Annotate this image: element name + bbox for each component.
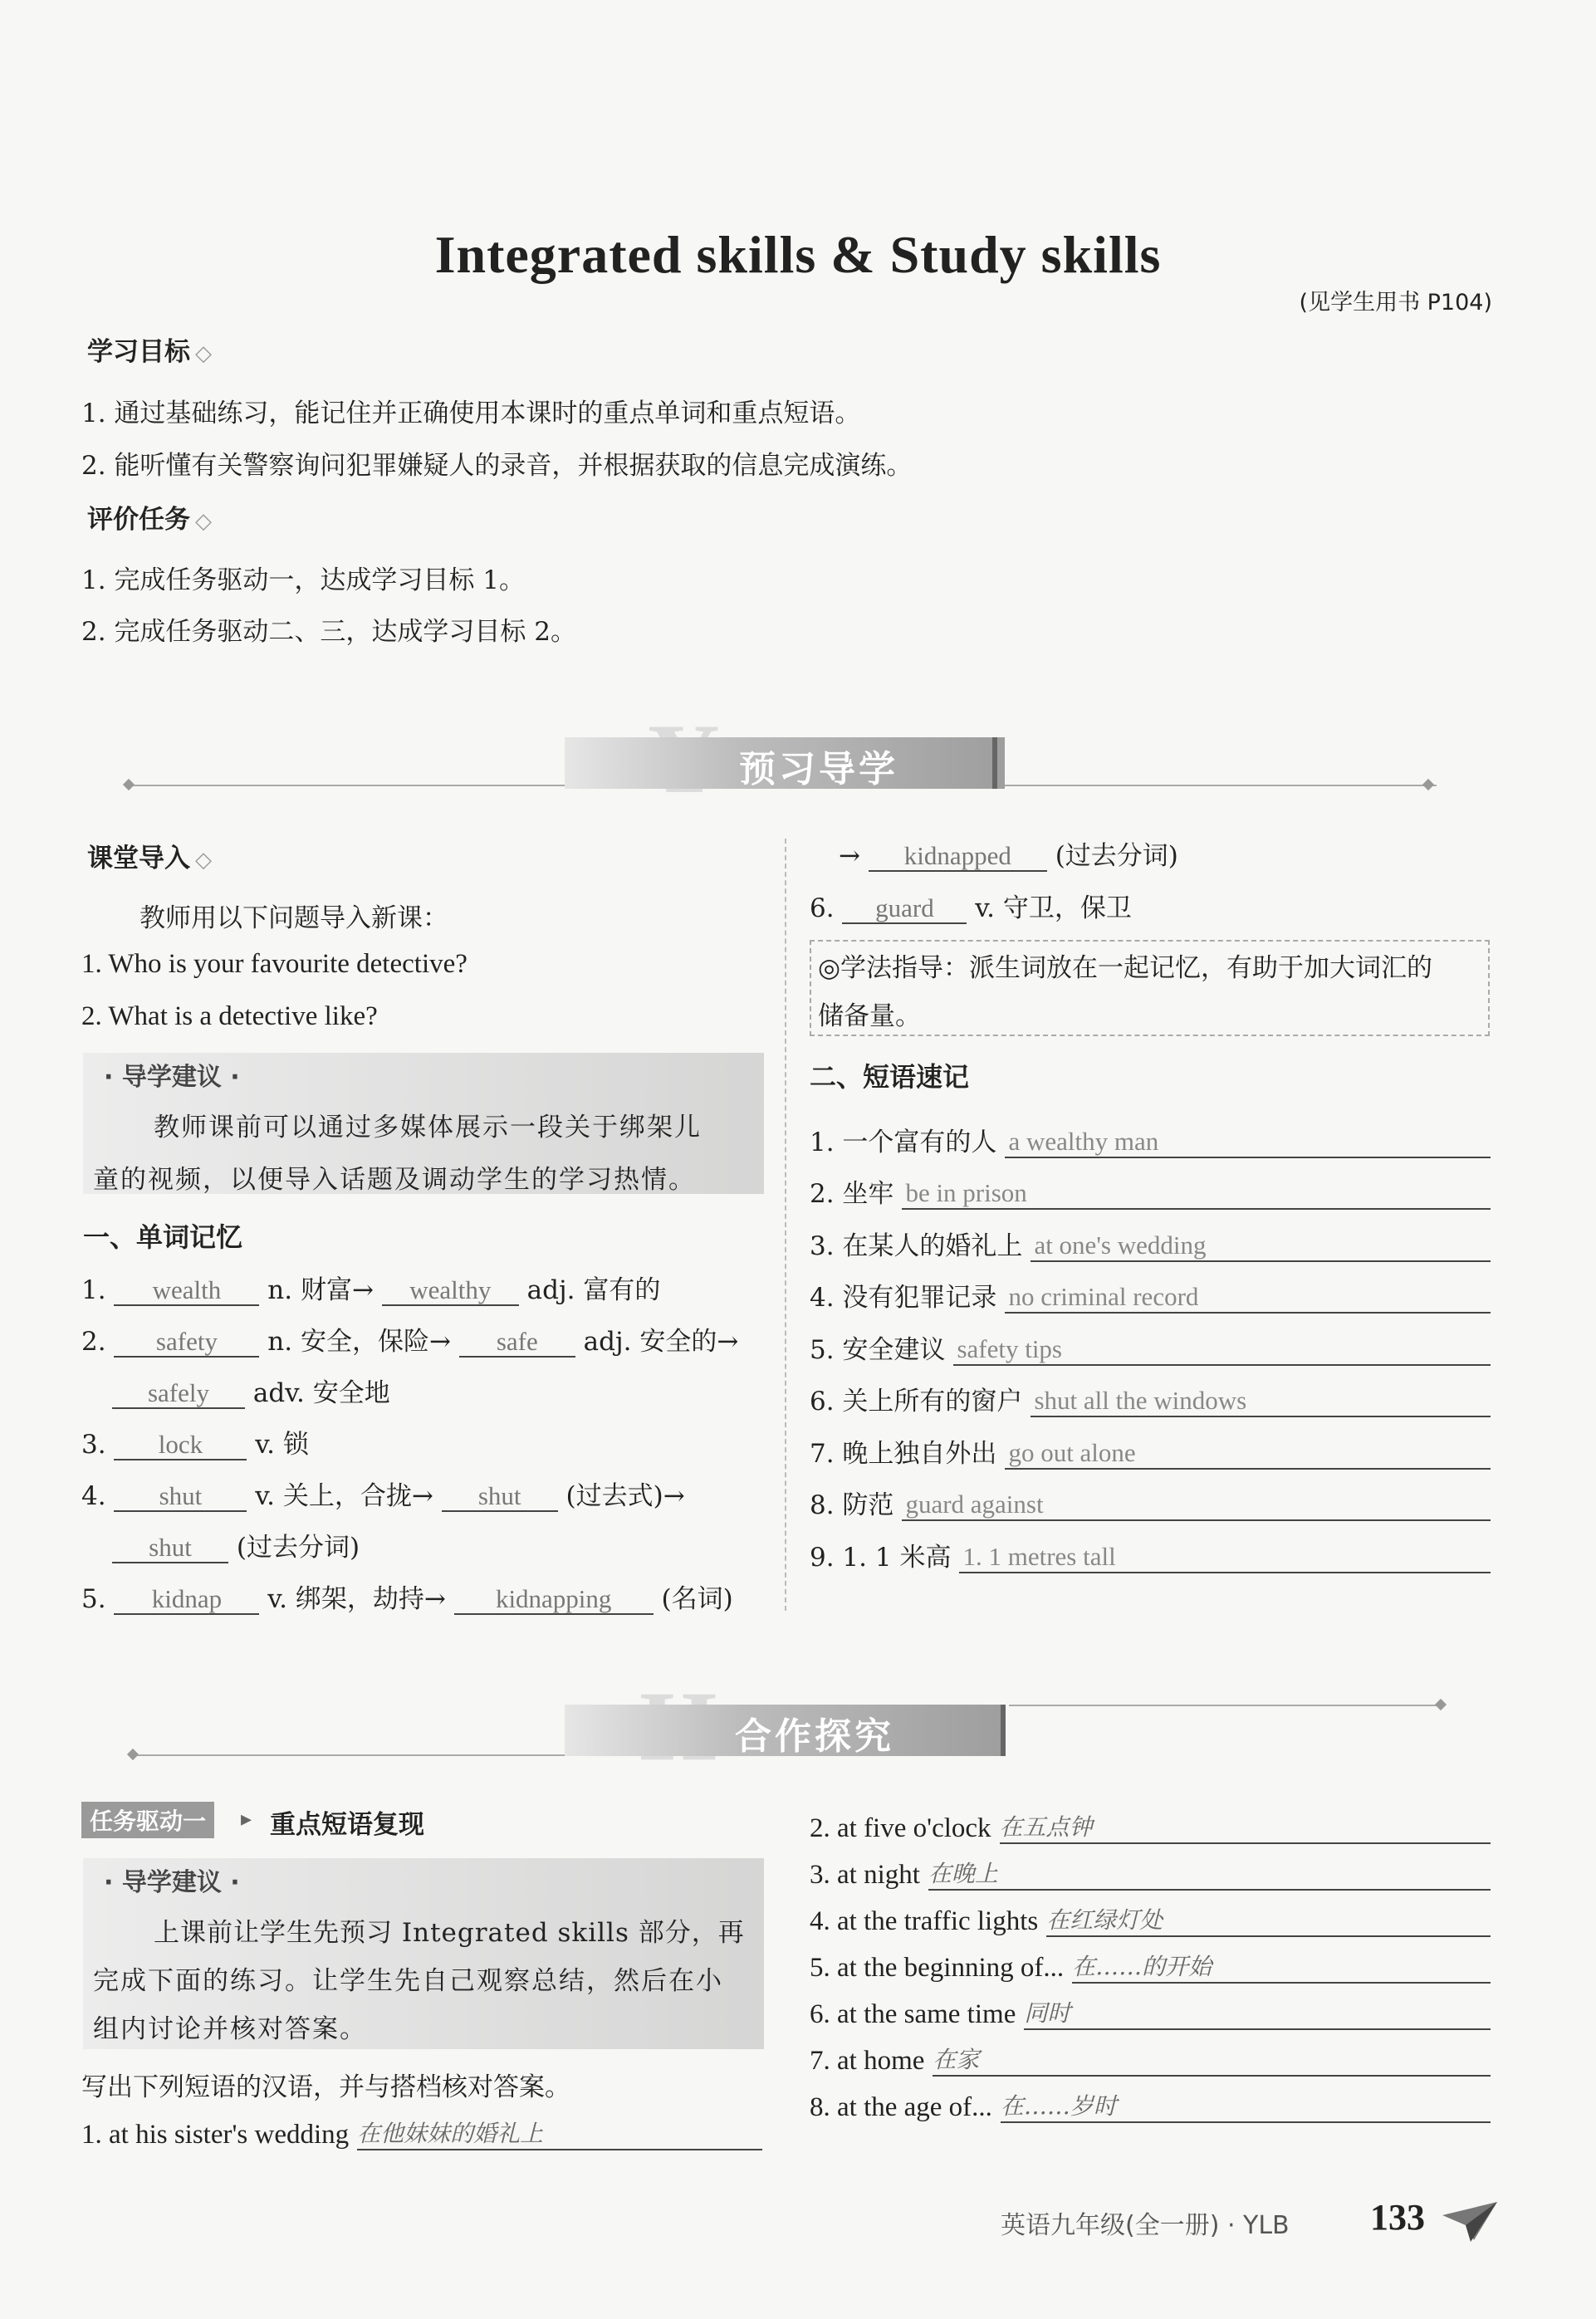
banner-rule-left	[129, 785, 561, 786]
study-tip-line-2: 储备量。	[818, 1001, 921, 1031]
banner-rule-right	[1009, 1705, 1441, 1706]
task-item: 7. at home 在家	[810, 2030, 1491, 2077]
vocab-answer: kidnapped	[869, 842, 1047, 872]
column-divider	[785, 839, 786, 1611]
vocab-answer: shut	[112, 1534, 228, 1563]
phrase-item: 7. 晚上独自外出 go out alone	[810, 1417, 1491, 1470]
vocab-answer: shut	[114, 1482, 247, 1512]
vocab-answer: wealthy	[382, 1276, 519, 1306]
banner-dot-right	[1422, 779, 1434, 790]
objectives-heading: 学习目标 ◇	[87, 337, 212, 367]
teaching-tip-label: · 导学建议 ·	[104, 1868, 240, 1897]
paper-plane-icon	[1441, 2199, 1499, 2244]
vocab-answer: kidnapping	[454, 1585, 654, 1615]
phrase-item: 1. 一个富有的人 a wealthy man	[810, 1106, 1491, 1158]
evaluation-heading: 评价任务 ◇	[87, 505, 212, 535]
banner-rule-left	[133, 1754, 565, 1756]
footer-book-title: 英语九年级(全一册) · YLB	[1001, 2211, 1290, 2240]
task-tag: 任务驱动一	[81, 1802, 214, 1838]
banner-bar	[1001, 1705, 1006, 1756]
vocab-row-2b: safely adv. 安全地	[112, 1372, 390, 1409]
vocab-answer: kidnap	[114, 1585, 259, 1615]
task-item: 5. at the beginning of... 在……的开始	[810, 1937, 1491, 1984]
banner-title-preview: 预习导学	[739, 748, 898, 790]
vocab-answer: shut	[442, 1482, 558, 1512]
evaluation-2: 2. 完成任务驱动二、三，达成学习目标 2。	[81, 617, 577, 647]
phrases-heading: 二、短语速记	[810, 1061, 970, 1093]
task-item: 4. at the traffic lights 在红绿灯处	[810, 1891, 1491, 1937]
intro-question-2: 2. What is a detective like?	[81, 1001, 378, 1031]
banner-dot-right	[1435, 1699, 1447, 1710]
banner-title-cooperation: 合作探究	[735, 1715, 894, 1758]
phrase-item: 6. 关上所有的窗户 shut all the windows	[810, 1366, 1491, 1418]
task-item: 3. at night 在晚上	[810, 1844, 1491, 1891]
phrase-item: 8. 防范 guard against	[810, 1470, 1491, 1522]
task-instruction: 写出下列短语的汉语，并与搭档核对答案。	[81, 2072, 570, 2102]
task-list-right	[810, 1798, 1491, 2123]
task-item: 1. at his sister's wedding 在他妹妹的婚礼上	[81, 2116, 762, 2150]
phrase-list	[810, 1106, 1491, 1573]
phrase-item: 2. 坐牢 be in prison	[810, 1158, 1491, 1211]
vocab-row-4b: shut (过去分词)	[112, 1526, 360, 1563]
vocab-row-6: 6. guard v. 守卫，保卫	[810, 893, 1132, 923]
diamond-icon: ◇	[195, 509, 212, 534]
task-item: 2. at five o'clock 在五点钟	[810, 1798, 1491, 1844]
vocab-answer: guard	[842, 894, 967, 924]
teaching-tip-line-1: 教师课前可以通过多媒体展示一段关于绑架儿	[154, 1113, 702, 1142]
phrase-item: 4. 没有犯罪记录 no criminal record	[810, 1262, 1491, 1314]
page-number: 133	[1370, 2197, 1425, 2238]
objective-2: 2. 能听懂有关警察询问犯罪嫌疑人的录音，并根据获取的信息完成演练。	[81, 451, 913, 481]
vocab-heading: 一、单词记忆	[83, 1221, 243, 1253]
vocab-row-5: 5. kidnap v. 绑架，劫持→ kidnapping (名词)	[81, 1584, 733, 1614]
vocab-answer: safety	[114, 1328, 259, 1358]
objective-1: 1. 通过基础练习，能记住并正确使用本课时的重点单词和重点短语。	[81, 399, 861, 428]
student-book-reference: (见学生用书 P104)	[1299, 290, 1492, 316]
intro-question-1: 1. Who is your favourite detective?	[81, 949, 468, 979]
vocab-answer: wealth	[114, 1276, 259, 1306]
phrase-item: 3. 在某人的婚礼上 at one's wedding	[810, 1210, 1491, 1262]
vocab-answer: safe	[459, 1328, 575, 1358]
vocab-row-1: 1. wealth n. 财富→ wealthy adj. 富有的	[81, 1275, 661, 1305]
diamond-icon: ◇	[195, 341, 212, 366]
chevron-right-icon: ▸	[241, 1807, 252, 1832]
vocab-answer: safely	[112, 1379, 245, 1409]
vocab-row-4: 4. shut v. 关上，合拢→ shut (过去式)→	[81, 1481, 685, 1511]
teaching-tip-label: · 导学建议 ·	[104, 1063, 240, 1092]
task-item: 6. at the same time 同时	[810, 1984, 1491, 2030]
teaching-tip-line-2: 完成下面的练习。让学生先自己观察总结，然后在小	[93, 1966, 723, 1996]
phrase-item: 5. 安全建议 safety tips	[810, 1314, 1491, 1366]
phrase-item: 9. 1. 1 米高 1. 1 metres tall	[810, 1521, 1491, 1573]
vocab-row-5b: → kidnapped (过去分词)	[839, 841, 1178, 871]
teaching-tip-line-2: 童的视频，以便导入话题及调动学生的学习热情。	[93, 1165, 696, 1195]
vocab-answer: lock	[114, 1431, 247, 1460]
study-tip-line-1: ◎学法指导：派生词放在一起记忆，有助于加大词汇的	[818, 953, 1433, 983]
vocab-row-3: 3. lock v. 锁	[81, 1430, 309, 1460]
evaluation-1: 1. 完成任务驱动一，达成学习目标 1。	[81, 565, 526, 595]
banner-dot-left	[127, 1749, 139, 1760]
banner-bar	[992, 737, 997, 789]
banner-dot-left	[123, 779, 135, 790]
task-title: 重点短语复现	[270, 1810, 424, 1840]
teaching-tip-line-3: 组内讨论并核对答案。	[93, 2014, 367, 2044]
task-item: 8. at the age of... 在……岁时	[810, 2077, 1491, 2123]
page-title: Integrated skills & Study skills	[434, 225, 1162, 284]
intro-heading: 课堂导入 ◇	[87, 844, 212, 873]
intro-lead: 教师用以下问题导入新课：	[140, 903, 448, 933]
diamond-icon: ◇	[195, 848, 212, 873]
vocab-row-2: 2. safety n. 安全，保险→ safe adj. 安全的→	[81, 1327, 739, 1357]
teaching-tip-line-1: 上课前让学生先预习 Integrated skills 部分，再	[154, 1918, 745, 1948]
